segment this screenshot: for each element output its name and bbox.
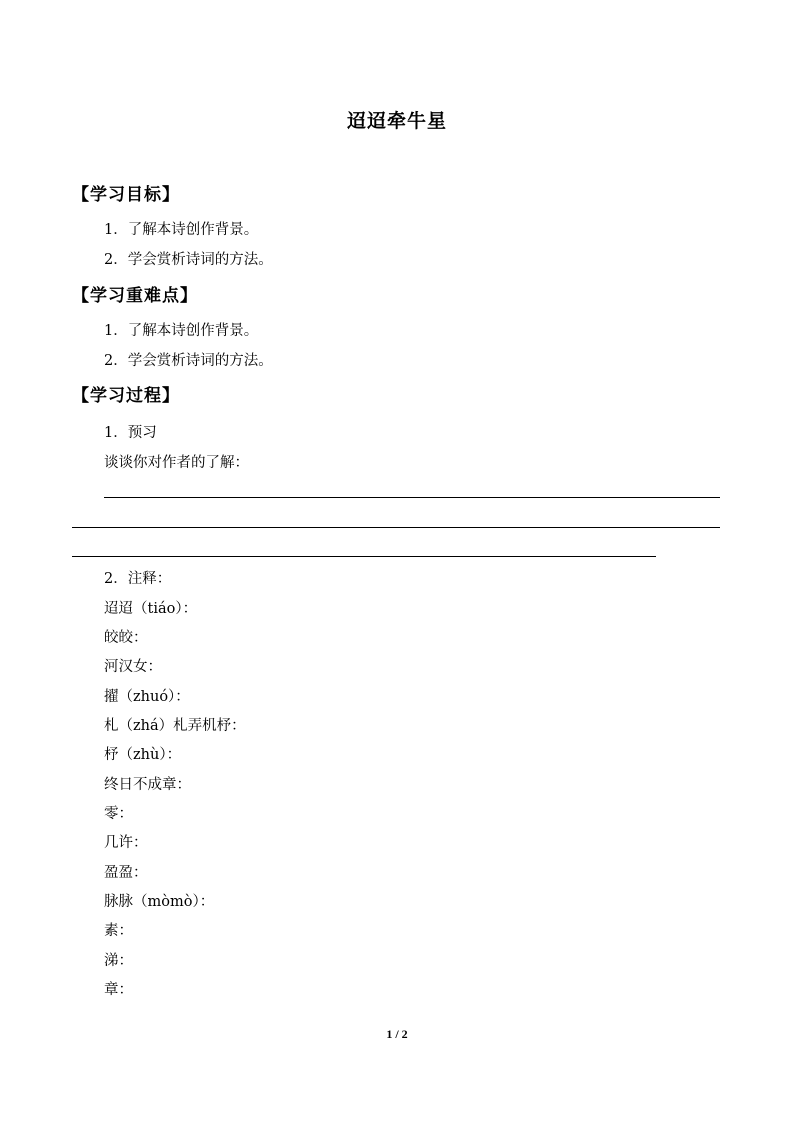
page-title: 迢迢牵牛星: [346, 110, 447, 132]
note-item: 盈盈：: [104, 865, 148, 881]
author-prompt: 谈谈你对作者的了解：: [104, 455, 249, 471]
note-item: 札（zhá）札弄机杼：: [104, 718, 246, 734]
note-item: 零：: [104, 806, 133, 822]
note-item: 涕：: [104, 953, 133, 969]
note-item: 河汉女：: [104, 659, 162, 675]
answer-line-2: [72, 527, 720, 528]
preview-label: 1．预习: [104, 425, 157, 441]
notes-label: 2．注释：: [104, 571, 172, 587]
note-item: 几许：: [104, 835, 148, 851]
note-item: 擢（zhuó）：: [104, 689, 190, 705]
note-item: 皎皎：: [104, 630, 148, 646]
section-heading-goals: 【学习目标】: [72, 185, 180, 205]
answer-line-3: [72, 556, 656, 557]
note-item: 素：: [104, 923, 133, 939]
note-item: 脉脉（mòmò）：: [104, 894, 215, 910]
note-item: 章：: [104, 982, 133, 998]
note-item: 迢迢（tiáo）：: [104, 601, 198, 617]
goal-item-1: 1．了解本诗创作背景。: [104, 222, 259, 238]
key-point-item-2: 2．学会赏析诗词的方法。: [104, 353, 273, 369]
section-heading-process: 【学习过程】: [72, 386, 180, 406]
answer-line-1: [104, 497, 720, 498]
goal-item-2: 2．学会赏析诗词的方法。: [104, 252, 273, 268]
note-item: 终日不成章：: [104, 777, 191, 793]
section-heading-key-points: 【学习重难点】: [72, 286, 198, 306]
key-point-item-1: 1．了解本诗创作背景。: [104, 323, 259, 339]
note-item: 杼（zhù）：: [104, 747, 182, 763]
page-indicator: 1 / 2: [386, 1027, 408, 1041]
